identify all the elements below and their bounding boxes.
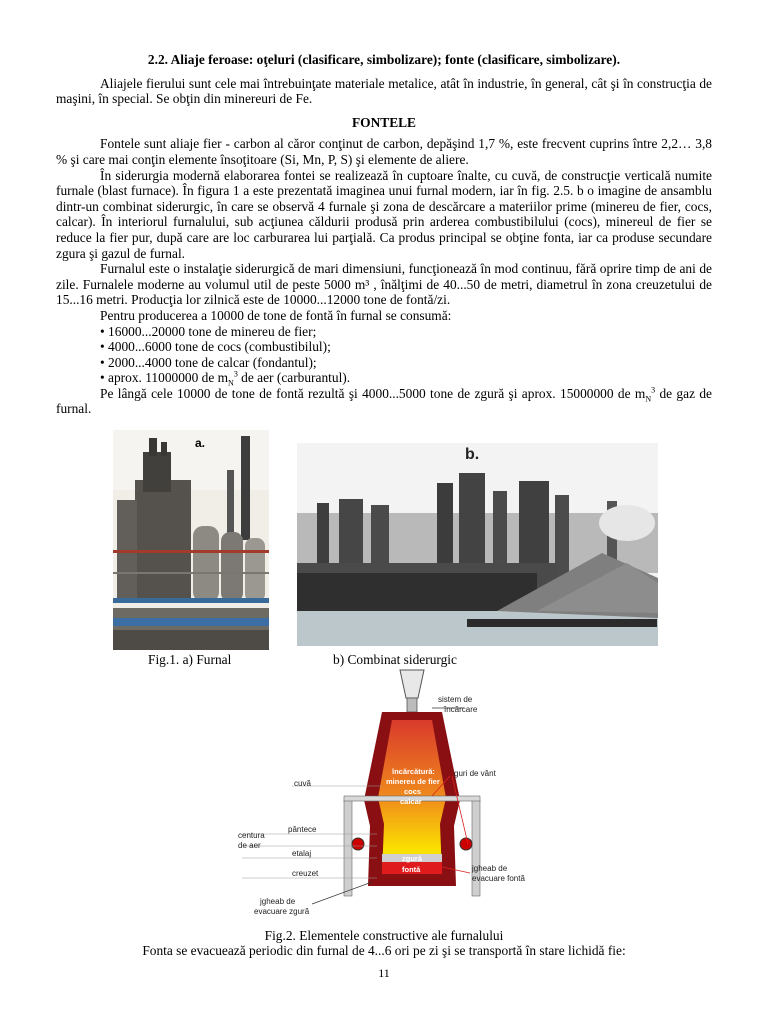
consumption-list — [56, 324, 712, 386]
label-incarcatura-4: calcar — [400, 797, 422, 806]
label-incarcare: încărcare — [444, 705, 478, 714]
closing-line: Fonta se evacuează periodic din furnal de 4...6 ori pe zi şi se transportă în stare lichidă fie: — [142, 943, 626, 958]
list-item — [100, 370, 712, 386]
superscript: 3 — [651, 385, 656, 395]
steel-plant-photo-illustration — [297, 443, 658, 646]
steel-plant-photo — [297, 443, 658, 646]
fig1-caption-a: Fig.1. a) Furnal — [148, 652, 232, 667]
furnace-photo — [113, 430, 269, 650]
paragraph-byproducts — [56, 386, 712, 417]
list-item: • 2000...4000 tone de calcar (fondantul); — [100, 355, 712, 371]
list-item: • 16000...20000 tone de minereu de fier; — [100, 324, 712, 340]
label-jgheab-zgura-2: evacuare zgură — [254, 907, 310, 916]
fig2-caption: Fig.2. Elementele constructive ale furnalului — [264, 928, 504, 943]
subscript: N — [645, 394, 652, 404]
fontele-title: FONTELE — [352, 114, 416, 130]
paragraph-consumption-intro: Pentru producerea a 10000 de tone de fontă în furnal se consumă: — [100, 307, 452, 323]
label-fonta: fontă — [402, 865, 421, 874]
photo-b-letter: b. — [465, 446, 480, 463]
document-body — [56, 52, 712, 417]
label-jgheab-zgura-1: jgheab de — [260, 897, 296, 906]
section-heading: 2.2. Aliaje feroase: oţeluri (clasificare, simbolizare); fonte (clasificare, simbolizare). — [147, 52, 621, 67]
blast-furnace-diagram-svg — [232, 668, 552, 926]
label-sistem: sistem de — [438, 695, 473, 704]
paragraph-furnace-size: Furnalul este o instalaţie siderurgică de mari dimensiuni, funcţionează în mod continuu, fără oprire timp de ani de zile. Furnalele moderne au volumul util de peste 5000 m³ , înălţimi de 40...50 de metri, diametrul în zona creuzetului de 15...16 metri. Producţia lor zilnică este de 10000...12000 tone de fontă/zi. — [56, 261, 712, 308]
superscript: 3 — [233, 369, 238, 379]
label-zgura: zgură — [402, 854, 423, 863]
furnace-photo-illustration — [113, 430, 269, 650]
label-centura-1: centura — [238, 831, 265, 840]
label-incarcatura-2: minereu de fier — [386, 777, 440, 786]
label-etalaj: etalaj — [292, 849, 312, 858]
label-centura-2: de aer — [238, 841, 261, 850]
list-item-text: aprox. 11000000 de m — [108, 370, 229, 386]
label-creuzet: creuzet — [292, 869, 319, 878]
label-jgheab-fonta-1: jgheab de — [472, 864, 508, 873]
page-number: 11 — [378, 966, 390, 980]
label-jgheab-fonta-2: evacuare fontă — [472, 874, 525, 883]
paragraph-blast-furnace: În siderurgia modernă elaborarea fontei se realizează în cuptoare înalte, cu cuvă, de construcţie verticală numite furnale (blast furnace). În figura 1 a este prezentată imaginea unui furnal modern, iar în fig. 2.5. b o imagine de ansamblu dintr-un combinat siderurgic, în care se observă 4 furnale şi zona de descărcare a materiilor prime (minereu de fier, cocs, calcar). În interiorul furnalului, sub acţiunea căldurii produsă prin arderea combustibilului (cocs), minereul de fier se reduce la fier pur, după care are loc carburarea lui parţială. Ca produs principal se obţine fonta, iar ca produse secundare zgura şi gazul de furnal. — [56, 167, 712, 261]
fig1-caption-b: b) Combinat siderurgic — [333, 652, 457, 667]
intro-paragraph: Aliajele fierului sunt cele mai întrebuinţate materiale metalice, atât în industrie, în general, cât şi în construcţia de maşini, în special. Se obţin din minereuri de Fe. — [56, 75, 712, 107]
blast-furnace-diagram — [232, 668, 552, 926]
list-item-text: de aer (carburantul). — [237, 370, 351, 386]
paragraph-text: de gaz de furnal. — [56, 385, 712, 417]
subscript: N — [228, 378, 234, 388]
label-guri-de-vant: guri de vânt — [454, 769, 496, 778]
list-item: • 4000...6000 tone de cocs (combustibilul); — [100, 339, 712, 355]
paragraph-definition: Fontele sunt aliaje fier - carbon al căror conţinut de carbon, depăşind 1,7 %, este frecvent cuprins între 2,2… 3,8 % şi care mai conţin elemente însoţitoare (Si, Mn, P, S) şi elemente de aliere. — [56, 136, 712, 167]
paragraph-text: Pe lângă cele 10000 de tone de fontă rezultă şi 4000...5000 tone de zgură şi aprox. 15000000 de m — [100, 385, 646, 401]
label-cuva: cuvă — [294, 779, 311, 788]
label-pantece: pântece — [288, 825, 317, 834]
photo-a-letter: a. — [195, 436, 206, 450]
label-incarcatura-1: încărcătură: — [392, 767, 435, 776]
label-incarcatura-3: cocs — [404, 787, 422, 796]
